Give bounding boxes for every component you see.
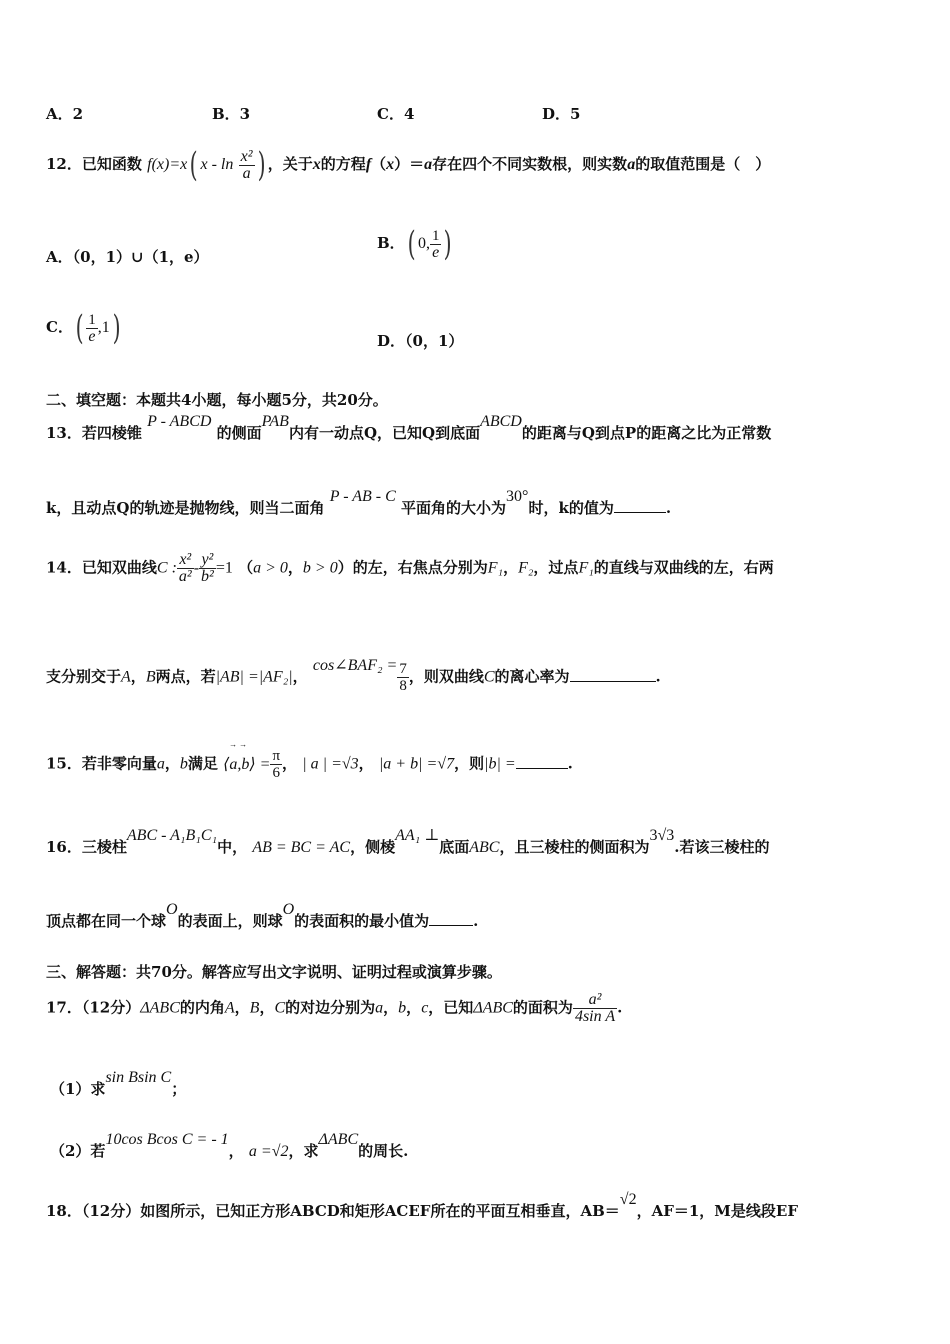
q11-option-d: D．5: [542, 105, 581, 123]
q12-option-a: A．（0，1）∪（1，e）: [46, 248, 209, 266]
q13-line2: k，且动点Q的轨迹是抛物线，则当二面角 P - AB - C 平面角的大小为30°时，k的值为 .: [46, 488, 672, 517]
q12-option-b: B．( 0, $\frac{1}{e}$ ): [377, 224, 453, 264]
q14-line2: 支分别交于A，B两点，若|AB| =|AF₂|， cos∠BAF₂ = $\frac{7}{8}$ ，则双曲线C的离心率为 .: [46, 656, 661, 694]
q13-line1: 13．若四棱锥 P - ABCD 的侧面PAB内有一动点Q，已知Q到底面ABCD的距离与Q到点P的距离之比为正常数: [46, 413, 772, 442]
q11-option-b: B．3: [212, 105, 251, 123]
q17-stem: 17．（12分）ΔABC的内角A，B，C的对边分别为a，b，c，已知ΔABC的面积为 $\frac{\text{a²}}{\text{4sin A}}$ .: [46, 991, 623, 1025]
paren-right: ): [257, 145, 266, 185]
paren-left: (: [189, 145, 198, 185]
q12-option-d: D．（0，1）: [377, 332, 464, 350]
q12-function: f(x)=x: [147, 156, 188, 173]
q16-answer-blank: [429, 911, 473, 926]
q15-answer-blank: [516, 754, 568, 769]
q16-line2: 顶点都在同一个球O的表面上，则球O的表面积的最小值为 .: [46, 901, 479, 930]
q12-fraction: $\frac{\text{x²}}{a}$: [240, 147, 253, 182]
q16-line1: 16．三棱柱ABC - A₁B₁C₁中， AB = BC = AC，侧棱AA₁ ⊥底面ABC，且三棱柱的侧面积为3√3.若该三棱柱的: [46, 827, 770, 856]
q14-answer-blank: [570, 667, 656, 682]
q14-line1: 14．已知双曲线C : $\frac{\text{x²}}{\text{a²}}$ - $\frac{\text{y²}}{\text{b²}}$ =1 （a > 0，b > 0）的左，右焦点分别为F₁，F₂，过点F₁的直线与双曲线的左，右两: [46, 551, 774, 585]
q15-vector-angle: → → ⟨a,b⟩ =: [223, 754, 270, 774]
q17-part2: （2）若10cos Bcos C = - 1， a =√2，求ΔABC的周长.: [50, 1131, 409, 1160]
section-answer-heading: 三、解答题：共70分。解答应写出文字说明、证明过程或演算步骤。: [46, 963, 502, 981]
q18-stem: 18．（12分）如图所示，已知正方形ABCD和矩形ACEF所在的平面互相垂直，AB＝√2，AF＝1，M是线段EF: [46, 1191, 798, 1220]
q11-option-c: C．4: [377, 105, 415, 123]
q12-option-c: C．( $\frac{1}{e}$ ,1): [46, 308, 121, 348]
q13-answer-blank: [614, 498, 666, 513]
q11-option-a: A．2: [46, 105, 84, 123]
q17-part1: （1）求sin Bsin C；: [50, 1069, 187, 1098]
q12-stem: 12．已知函数 f(x)=x( x - ln $\frac{\text{x²}}{a}$ ) ，关于x的方程f（x）＝a存在四个不同实数根，则实数a的取值范围是（ ）: [46, 145, 771, 185]
q15-stem: 15．若非零向量a，b满足 → → ⟨a,b⟩ = $\frac{\pi}{6}$ ， | a | =√3， |a + b| =√7，则|b| = .: [46, 748, 573, 781]
section-fill-in-heading: 二、填空题：本题共4小题，每小题5分，共20分。: [46, 391, 388, 409]
